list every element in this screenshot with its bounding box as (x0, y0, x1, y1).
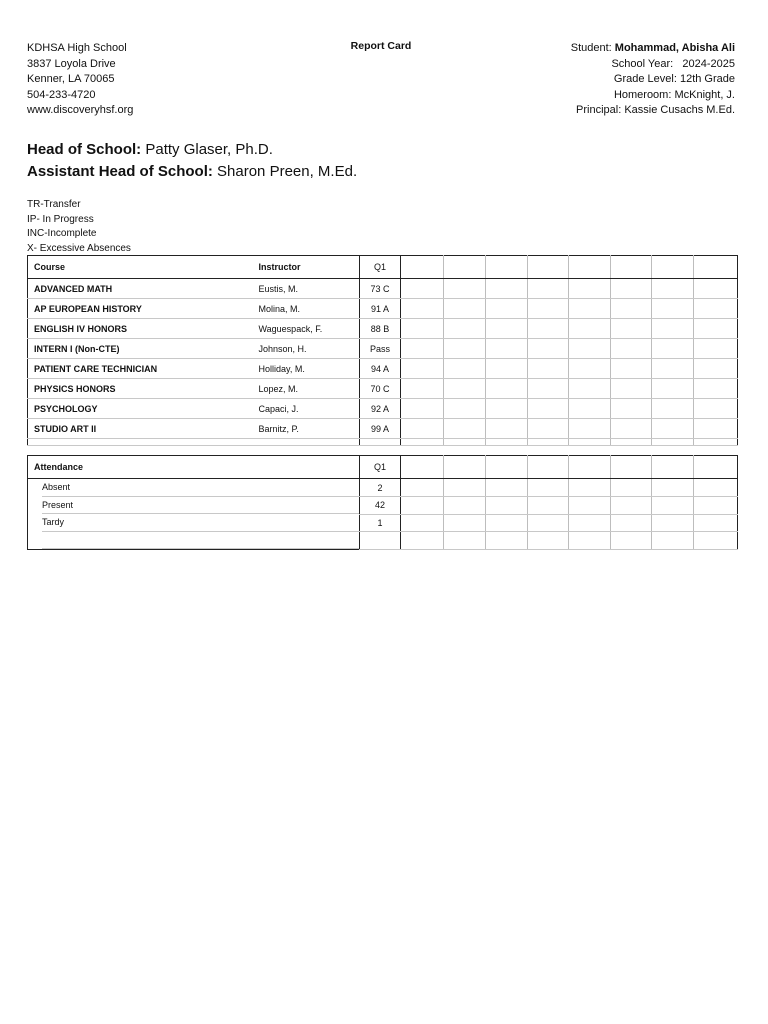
table-row (28, 279, 738, 299)
empty-cell (401, 456, 444, 479)
empty-cell (652, 479, 694, 497)
empty-cell (569, 256, 611, 279)
empty-cell (360, 439, 401, 446)
empty-cell (528, 479, 569, 497)
empty-cell (528, 439, 569, 446)
empty-cell (486, 399, 528, 419)
empty-cell (444, 399, 486, 419)
empty-cell (694, 256, 738, 279)
empty-cell (401, 339, 444, 359)
q1-grade: Pass (360, 339, 401, 359)
empty-cell (444, 532, 486, 550)
empty-cell (528, 319, 569, 339)
empty-cell (652, 399, 694, 419)
empty-cell (611, 399, 652, 419)
table-row (28, 419, 738, 439)
table-row (28, 379, 738, 399)
principal-label: Principal: (576, 104, 622, 117)
assistant-head-name: Sharon Preen, M.Ed. (217, 163, 358, 180)
legend-item: TR-Transfer (27, 199, 81, 210)
empty-cell (569, 419, 611, 439)
head-of-school (27, 139, 357, 161)
empty-cell (694, 399, 738, 419)
empty-cell (401, 256, 444, 279)
q1-grade: 73 C (360, 279, 401, 299)
empty-cell (444, 279, 486, 299)
empty-cell (694, 379, 738, 399)
empty-cell (611, 532, 652, 550)
empty-cell (694, 359, 738, 379)
empty-cell (652, 339, 694, 359)
legend-item: X- Excessive Absences (27, 242, 131, 254)
grade-level-value: 12th Grade (679, 73, 735, 86)
empty-cell (528, 399, 569, 419)
empty-cell (611, 339, 652, 359)
empty-cell (611, 319, 652, 339)
grade-legend (27, 198, 131, 256)
attendance-label: Tardy (42, 514, 359, 532)
empty-cell (569, 359, 611, 379)
column-header-q1: Q1 (360, 256, 401, 279)
attendance-q1-value: 2 (360, 479, 401, 497)
empty-cell (694, 319, 738, 339)
head-of-school-label: Head of School: (27, 141, 142, 158)
empty-cell (486, 319, 528, 339)
empty-cell (528, 497, 569, 515)
empty-cell (401, 279, 444, 299)
empty-cell (401, 514, 444, 532)
empty-cell (652, 319, 694, 339)
table-row (28, 479, 738, 497)
empty-cell (401, 419, 444, 439)
empty-cell (528, 514, 569, 532)
empty-cell (652, 279, 694, 299)
empty-cell (569, 379, 611, 399)
empty-cell (611, 456, 652, 479)
empty-cell (528, 256, 569, 279)
empty-cell (486, 419, 528, 439)
table-header-row (28, 456, 738, 479)
empty-cell (611, 514, 652, 532)
table-row (28, 532, 738, 550)
attendance-label: Present (42, 497, 359, 515)
course-name: PSYCHOLOGY (28, 399, 254, 419)
course-name: PHYSICS HONORS (28, 379, 254, 399)
table-header-row (28, 256, 738, 279)
empty-cell (652, 379, 694, 399)
q1-grade: 70 C (360, 379, 401, 399)
empty-cell (401, 497, 444, 515)
homeroom-value: McKnight, J. (674, 88, 735, 101)
student-name: Mohammad, Abisha Ali (614, 42, 735, 54)
instructor-name: Waguespack, F. (254, 319, 360, 339)
empty-cell (401, 479, 444, 497)
empty-cell (360, 532, 401, 550)
empty-cell (611, 479, 652, 497)
instructor-name: Barnitz, P. (254, 419, 360, 439)
empty-cell (652, 497, 694, 515)
grade-level-label: Grade Level: (613, 73, 677, 86)
empty-cell (444, 497, 486, 515)
table-row (28, 514, 738, 532)
empty-cell (444, 456, 486, 479)
empty-cell (528, 279, 569, 299)
school-city: Kenner, LA 70065 (27, 73, 115, 86)
attendance-q1-value: 1 (360, 514, 401, 532)
empty-cell (486, 514, 528, 532)
spacer-row (28, 439, 738, 446)
course-name: ADVANCED MATH (28, 279, 254, 299)
empty-cell (528, 339, 569, 359)
empty-cell (611, 419, 652, 439)
empty-cell (528, 359, 569, 379)
empty-cell (611, 497, 652, 515)
empty-cell (652, 456, 694, 479)
instructor-name: Capaci, J. (254, 399, 360, 419)
attendance-q1-value: 42 (360, 497, 401, 515)
q1-grade: 94 A (360, 359, 401, 379)
empty-cell (486, 456, 528, 479)
table-row (28, 497, 738, 515)
empty-cell (28, 439, 254, 446)
school-name: KDHSA High School (27, 42, 127, 54)
empty-cell (444, 299, 486, 319)
empty-cell (652, 439, 694, 446)
empty-cell (401, 379, 444, 399)
table-row (28, 399, 738, 419)
empty-cell (569, 279, 611, 299)
attendance-label-cell (28, 479, 360, 497)
instructor-name: Holliday, M. (254, 359, 360, 379)
school-year-label: School Year: (611, 57, 674, 70)
empty-cell (694, 514, 738, 532)
homeroom-line (571, 88, 735, 104)
empty-cell (569, 399, 611, 419)
empty-cell (444, 379, 486, 399)
school-street: 3837 Loyola Drive (27, 57, 116, 70)
empty-cell (486, 359, 528, 379)
q1-grade: 92 A (360, 399, 401, 419)
empty-cell (401, 299, 444, 319)
assistant-head-label: Assistant Head of School: (27, 163, 213, 180)
empty-cell (401, 439, 444, 446)
empty-cell (528, 456, 569, 479)
school-website: www.discoveryhsf.org (27, 104, 134, 117)
empty-cell (401, 359, 444, 379)
empty-cell (528, 532, 569, 550)
student-info (571, 41, 735, 119)
empty-cell (254, 439, 360, 446)
head-of-school-name: Patty Glaser, Ph.D. (145, 141, 273, 158)
instructor-name: Eustis, M. (254, 279, 360, 299)
instructor-name: Lopez, M. (254, 379, 360, 399)
empty-cell (569, 299, 611, 319)
empty-cell (694, 339, 738, 359)
legend-item: IP- In Progress (27, 213, 94, 225)
empty-cell (486, 439, 528, 446)
empty-cell (401, 532, 444, 550)
column-header-q1: Q1 (360, 456, 401, 479)
empty-cell (486, 379, 528, 399)
attendance-label-cell (28, 514, 360, 532)
empty-cell (569, 497, 611, 515)
empty-cell (569, 319, 611, 339)
q1-grade: 99 A (360, 419, 401, 439)
q1-grade: 91 A (360, 299, 401, 319)
school-year-line (571, 57, 735, 73)
empty-cell (444, 359, 486, 379)
empty-cell (528, 379, 569, 399)
empty-cell (444, 319, 486, 339)
homeroom-label: Homeroom: (613, 88, 672, 101)
empty-cell (652, 419, 694, 439)
course-name: ENGLISH IV HONORS (28, 319, 254, 339)
course-name: AP EUROPEAN HISTORY (28, 299, 254, 319)
school-phone: 504-233-4720 (27, 88, 96, 101)
legend-item: INC-Incomplete (27, 228, 97, 240)
column-header-instructor: Instructor (254, 256, 360, 279)
empty-cell (528, 299, 569, 319)
empty-cell (444, 419, 486, 439)
q1-grade: 88 B (360, 319, 401, 339)
empty-cell (401, 399, 444, 419)
empty-cell (486, 279, 528, 299)
empty-cell (652, 256, 694, 279)
table-row (28, 359, 738, 379)
empty-cell (569, 456, 611, 479)
empty-cell (694, 299, 738, 319)
empty-cell (611, 256, 652, 279)
table-row (28, 319, 738, 339)
empty-cell (569, 339, 611, 359)
course-name: INTERN I (Non-CTE) (28, 339, 254, 359)
empty-cell (652, 514, 694, 532)
course-name: PATIENT CARE TECHNICIAN (28, 359, 254, 379)
empty-cell (401, 319, 444, 339)
empty-cell (569, 532, 611, 550)
table-row (28, 339, 738, 359)
empty-cell (444, 439, 486, 446)
empty-cell (486, 532, 528, 550)
principal-line (571, 103, 735, 119)
table-row (28, 299, 738, 319)
empty-cell (611, 439, 652, 446)
principal-value: Kassie Cusachs M.Ed. (624, 104, 735, 117)
empty-cell (486, 256, 528, 279)
column-header-course: Course (28, 256, 254, 279)
attendance-table (27, 455, 738, 550)
empty-cell (569, 514, 611, 532)
attendance-label: Absent (42, 479, 359, 497)
report-card-title: Report Card (350, 40, 412, 52)
empty-cell (486, 299, 528, 319)
empty-cell (444, 339, 486, 359)
empty-cell (611, 279, 652, 299)
student-label: Student: (570, 42, 612, 54)
school-heads (27, 139, 357, 183)
empty-cell (694, 419, 738, 439)
empty-cell (444, 479, 486, 497)
empty-cell (486, 339, 528, 359)
attendance-label-cell (28, 497, 360, 515)
empty-cell (652, 532, 694, 550)
school-year-value: 2024-2025 (682, 57, 735, 70)
courses-table (27, 255, 738, 446)
empty-cell (652, 299, 694, 319)
empty-cell (569, 479, 611, 497)
empty-cell (28, 532, 360, 550)
instructor-name: Johnson, H. (254, 339, 360, 359)
empty-cell (694, 479, 738, 497)
grade-level-line (571, 72, 735, 88)
empty-cell (611, 299, 652, 319)
empty-cell (569, 439, 611, 446)
course-name: STUDIO ART II (28, 419, 254, 439)
instructor-name: Molina, M. (254, 299, 360, 319)
student-line (571, 41, 735, 57)
empty-cell (486, 479, 528, 497)
empty-cell (694, 497, 738, 515)
assistant-head-of-school (27, 161, 357, 183)
empty-cell (611, 359, 652, 379)
empty-cell (528, 419, 569, 439)
empty-cell (652, 359, 694, 379)
empty-cell (486, 497, 528, 515)
empty-cell (444, 256, 486, 279)
empty-cell (694, 532, 738, 550)
school-info (27, 41, 133, 119)
empty-line (42, 532, 359, 550)
empty-cell (694, 439, 738, 446)
empty-cell (444, 514, 486, 532)
empty-cell (694, 456, 738, 479)
empty-cell (694, 279, 738, 299)
empty-cell (611, 379, 652, 399)
column-header-attendance: Attendance (28, 456, 360, 479)
